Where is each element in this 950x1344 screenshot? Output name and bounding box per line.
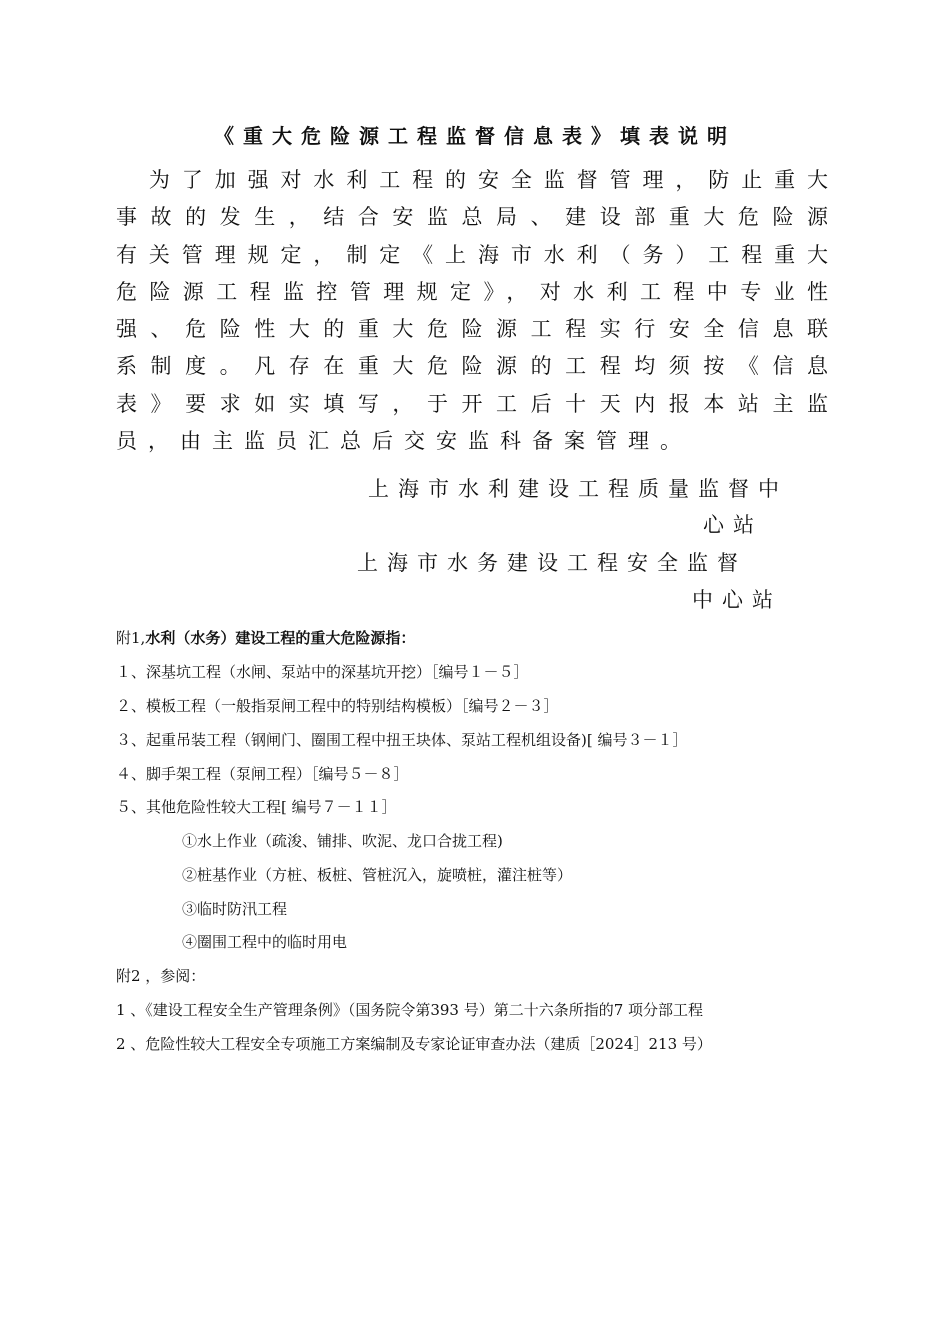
paragraph-line: 表》要求如实填写，于开工后十天内报本站主监 <box>116 391 828 416</box>
appendix1-item: ４、脚手架工程（泵闸工程）［编号５－８］ <box>116 765 409 783</box>
signature-org1-line2: 心站 <box>703 513 763 537</box>
appendix1-item: ５、其他危险性较大工程[ 编号７－１１］ <box>116 798 397 816</box>
appendix1-subitem: ②桩基作业（方桩、板桩、管桩沉入，旋喷桩，灌注桩等） <box>182 866 573 884</box>
appendix1-item: １、深基坑工程（水闸、泵站中的深基坑开挖）［编号１－５］ <box>116 663 529 681</box>
appendix2-item: 2 、危险性较大工程安全专项施工方案编制及专家论证审查办法（建质［2024］213 号） <box>116 1035 712 1053</box>
paragraph-line: 危险源工程监控管理规定》，对水利工程中专业性 <box>116 279 828 304</box>
paragraph-line: 为了加强对水利工程的安全监督管理，防止重大 <box>116 168 828 192</box>
paragraph-line: 系制度。凡存在重大危险源的工程均须按《信息 <box>116 354 828 379</box>
signature-org2-line2: 中心站 <box>692 588 782 612</box>
appendix2-heading: 附2 ，参阅： <box>116 967 206 985</box>
appendix1-item: ３、起重吊装工程（钢闸门、圈围工程中扭王块体、泵站工程机组设备)[ 编号３－１］ <box>116 731 688 749</box>
appendix1-prefix: 附1, <box>116 629 146 647</box>
intro-paragraph <box>116 162 828 460</box>
appendix1-subitem: ④圈围工程中的临时用电 <box>182 933 348 951</box>
paragraph-line: 事故的发生，结合安监总局、建设部重大危险源 <box>116 205 828 230</box>
signature-org2-line1: 上海市水务建设工程安全监督 <box>357 551 747 575</box>
appendix1-heading <box>116 628 415 648</box>
appendix2-item: 1 、《建设工程安全生产管理条例》（国务院令第393 号）第二十六条所指的7 项分部工程 <box>116 1001 704 1019</box>
signature-org1-line1: 上海市水利建设工程质量监督中 <box>368 477 788 501</box>
appendix1-title: 水利（水务）建设工程的重大危险源指： <box>145 629 416 647</box>
appendix1-subitem: ①水上作业（疏浚、铺排、吹泥、龙口合拢工程) <box>182 832 503 850</box>
paragraph-line: 有关管理规定，制定《上海市水利（务）工程重大 <box>116 242 828 267</box>
appendix1-item: ２、模板工程（一般指泵闸工程中的特别结构模板）［编号２－３］ <box>116 697 559 715</box>
paragraph-line: 强、危险性大的重大危险源工程实行安全信息联 <box>116 317 828 342</box>
document-title: 《重大危险源工程监督信息表》填表说明 <box>214 124 736 148</box>
appendix1-subitem: ③临时防汛工程 <box>182 900 288 918</box>
paragraph-line: 员，由主监员汇总后交安监科备案管理。 <box>116 429 692 454</box>
